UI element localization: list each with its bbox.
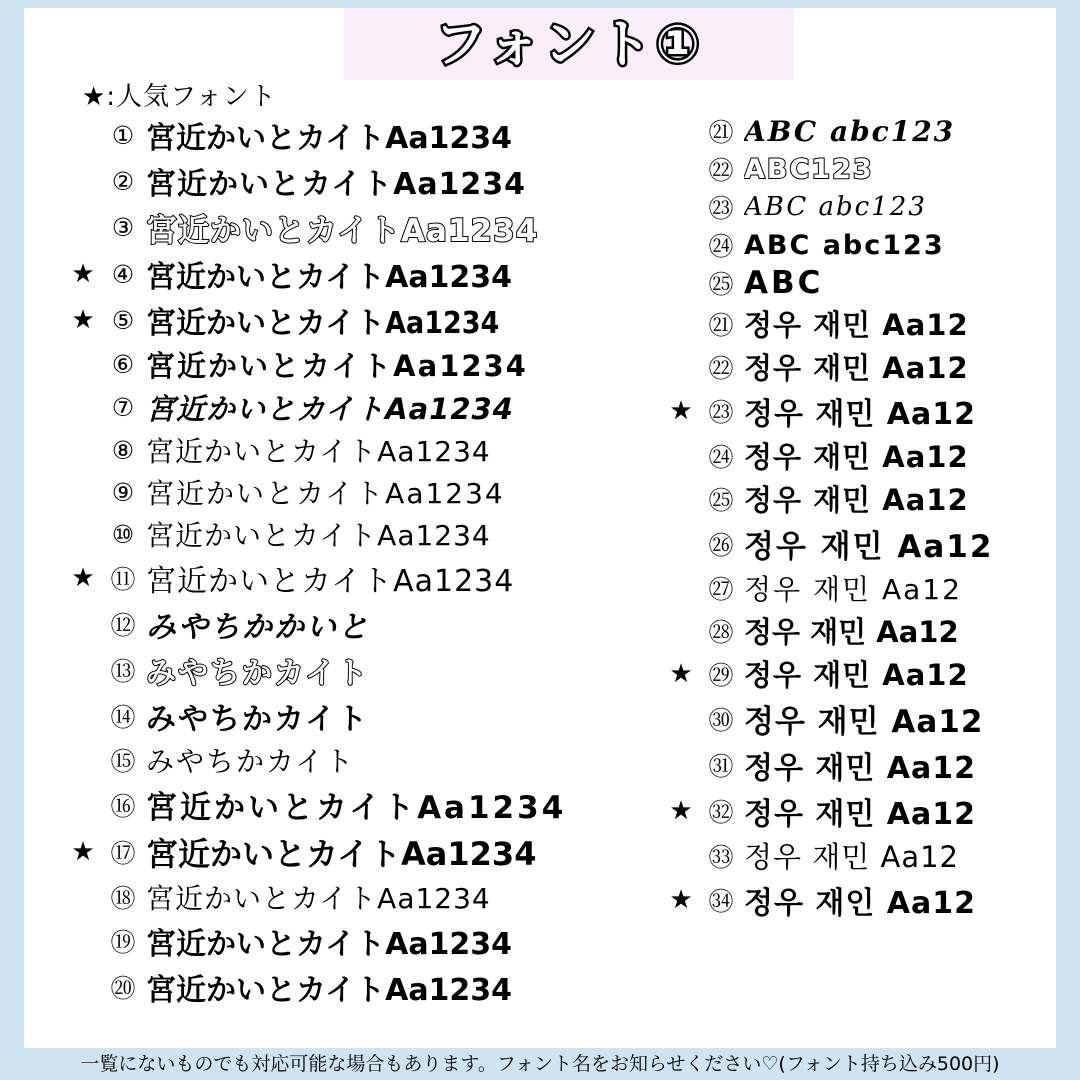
font-sample: 정우 재민 Aa12 [744, 397, 977, 432]
font-row[interactable] [66, 344, 666, 385]
font-number: ㉕ [708, 485, 734, 515]
font-sample: 宮近かいとカイトAa1234 [146, 882, 491, 915]
font-sample: 宮近かいとカイトAa1234 [146, 392, 514, 426]
font-sample: 정우 재민 Aa12 [744, 573, 962, 606]
font-number: ㉑ [708, 310, 734, 340]
font-number: ⑤ [111, 305, 135, 335]
font-sample: みやちかかいと [146, 610, 370, 645]
font-number: ㉑ [708, 118, 734, 147]
font-number: ③ [111, 213, 135, 242]
font-row[interactable] [66, 877, 666, 917]
font-row[interactable] [66, 298, 666, 342]
font-number: ⑩ [111, 519, 135, 549]
legend-popular-font: ★:人気フォント [82, 82, 277, 112]
star-marker: ★ [669, 796, 693, 826]
font-sample: 정우 재민 Aa12 [744, 840, 960, 874]
font-number: ㉕ [708, 270, 734, 299]
font-sample: 宮近かいとカイトAa1234 [146, 213, 539, 249]
font-sample: 宮近かいとカイトAa1234 [146, 973, 513, 1008]
font-number: ⑰ [110, 839, 136, 868]
font-number: ⑬ [110, 657, 136, 686]
font-row[interactable] [664, 878, 1064, 922]
font-row[interactable] [66, 252, 666, 296]
font-number: ① [111, 120, 135, 150]
font-row[interactable] [664, 478, 1064, 519]
font-list-card [24, 8, 1056, 1048]
font-number: ㉓ [708, 398, 734, 427]
footer-note: 一覧にないものでも対応可能な場合もあります。フォント名をお知らせください♡(フォント持ち込み500円) [0, 1048, 1080, 1080]
font-sample: ABC [744, 265, 824, 301]
font-row[interactable] [66, 159, 666, 203]
font-sample: 정우 재민 Aa12 [744, 615, 959, 649]
font-sample: ABC123 [744, 153, 874, 185]
font-row[interactable] [664, 346, 1064, 387]
font-number: ㉔ [708, 442, 734, 472]
font-number: ⑨ [111, 477, 135, 507]
font-number: ⑧ [111, 435, 135, 465]
font-number: ② [111, 166, 135, 196]
font-number: ㉘ [708, 617, 734, 647]
font-sample: みやちかカイト [146, 656, 370, 691]
font-sample: ABC abc123 [744, 192, 927, 222]
font-number: ⑱ [110, 884, 136, 913]
font-sample: 정우 재민 Aa12 [744, 308, 969, 342]
font-row[interactable] [664, 568, 1064, 608]
font-sample: 정우 재민 Aa12 [744, 529, 994, 565]
font-row[interactable] [664, 653, 1064, 694]
star-marker: ★ [71, 305, 95, 335]
font-number: ㉗ [708, 575, 734, 604]
font-sample: 정우 재민 Aa12 [744, 751, 977, 786]
font-number: ⑦ [111, 393, 135, 422]
font-number: ④ [111, 259, 135, 289]
font-row[interactable] [66, 648, 666, 692]
font-sample: 宮近かいとカイトAa1234 [146, 121, 513, 156]
font-sample: 정우 재민 Aa12 [744, 351, 969, 385]
font-sample: 宮近かいとカイトAa1234 [146, 167, 527, 202]
font-row[interactable] [664, 610, 1064, 651]
font-sample: 정우 재인 Aa12 [744, 886, 977, 921]
font-number: ⑭ [110, 703, 136, 732]
font-number: ㉖ [708, 530, 734, 560]
star-marker: ★ [71, 563, 95, 593]
font-sample: 宮近かいとカイトAa1234 [146, 519, 491, 552]
left-font-column [66, 113, 666, 1011]
font-sample: みやちかカイト [146, 745, 356, 778]
font-number: ⑥ [111, 350, 135, 379]
font-row[interactable] [664, 389, 1064, 433]
font-number: ㉝ [708, 842, 734, 872]
font-row[interactable] [66, 556, 666, 600]
font-row[interactable] [664, 303, 1064, 344]
font-sample: ABC abc123 [744, 114, 956, 148]
font-sample: 정우 재민 Aa12 [744, 658, 969, 692]
font-sample: 宮近かいとカイトAa1234 [146, 790, 567, 826]
font-number: ㉜ [708, 798, 734, 827]
font-row[interactable] [66, 694, 666, 738]
font-row[interactable] [66, 387, 666, 428]
font-number: ⑳ [110, 974, 136, 1003]
font-number: ⑫ [110, 611, 136, 640]
font-sample: 宮近かいとカイトAa1234 [146, 260, 513, 295]
font-sample: みやちかカイト [146, 702, 370, 737]
font-sample: ABC abc123 [744, 229, 945, 261]
font-sample: 정우 재민 Aa12 [744, 440, 969, 474]
font-row[interactable] [664, 435, 1064, 476]
font-row[interactable] [66, 514, 666, 554]
font-sample: 정우 재민 Aa12 [744, 797, 977, 832]
font-sample: 宮近かいとカイトAa1234 [146, 927, 513, 962]
font-sample: 宮近かいとカイトAa1234 [146, 306, 500, 341]
font-row[interactable] [66, 430, 666, 470]
font-sample: 宮近かいとカイトAa1234 [146, 564, 515, 599]
font-sample: 宮近かいとカイトAa1234 [146, 349, 528, 383]
font-row[interactable] [66, 965, 666, 1009]
font-row[interactable] [66, 602, 666, 646]
font-row[interactable] [664, 113, 1064, 149]
font-row[interactable] [66, 740, 666, 780]
font-row[interactable] [664, 743, 1064, 787]
font-number: ㉔ [708, 232, 734, 261]
star-marker: ★ [669, 885, 693, 915]
font-number: ⑪ [110, 565, 136, 594]
font-number: ㉓ [708, 194, 734, 223]
star-marker: ★ [669, 396, 693, 426]
font-sample: 정우 재민 Aa12 [744, 704, 984, 740]
font-row[interactable] [664, 265, 1064, 301]
star-marker: ★ [71, 837, 95, 867]
font-row[interactable] [66, 205, 666, 250]
font-row[interactable] [664, 835, 1064, 876]
font-row[interactable] [66, 113, 666, 157]
font-number: ㉒ [708, 156, 734, 185]
font-row[interactable] [664, 789, 1064, 833]
font-row[interactable] [66, 782, 666, 827]
star-marker: ★ [669, 658, 693, 689]
font-row[interactable] [664, 227, 1064, 263]
font-row[interactable] [664, 696, 1064, 741]
font-row[interactable] [66, 472, 666, 512]
font-number: ㉙ [708, 660, 734, 690]
star-marker: ★ [71, 259, 95, 289]
font-row[interactable] [66, 829, 666, 875]
page-title: フォント① [434, 15, 704, 75]
font-sample: 宮近かいとカイトAa1234 [146, 435, 491, 468]
font-sample: 宮近かいとカイトAa1234 [146, 477, 505, 510]
right-font-column [664, 113, 1064, 924]
font-row[interactable] [664, 151, 1064, 187]
font-row[interactable] [664, 521, 1064, 566]
font-number: ㉚ [708, 705, 734, 735]
font-row[interactable] [664, 189, 1064, 225]
font-sample: 宮近かいとカイトAa1234 [146, 835, 537, 873]
font-row[interactable] [66, 919, 666, 963]
font-number: ⑯ [110, 791, 136, 821]
font-sample: 정우 재민 Aa12 [744, 483, 969, 517]
font-number: ⑮ [110, 747, 136, 776]
font-number: ㉒ [708, 353, 734, 383]
font-number: ㉞ [708, 887, 734, 916]
font-number: ㉛ [708, 752, 734, 781]
font-number: ⑲ [110, 928, 136, 957]
